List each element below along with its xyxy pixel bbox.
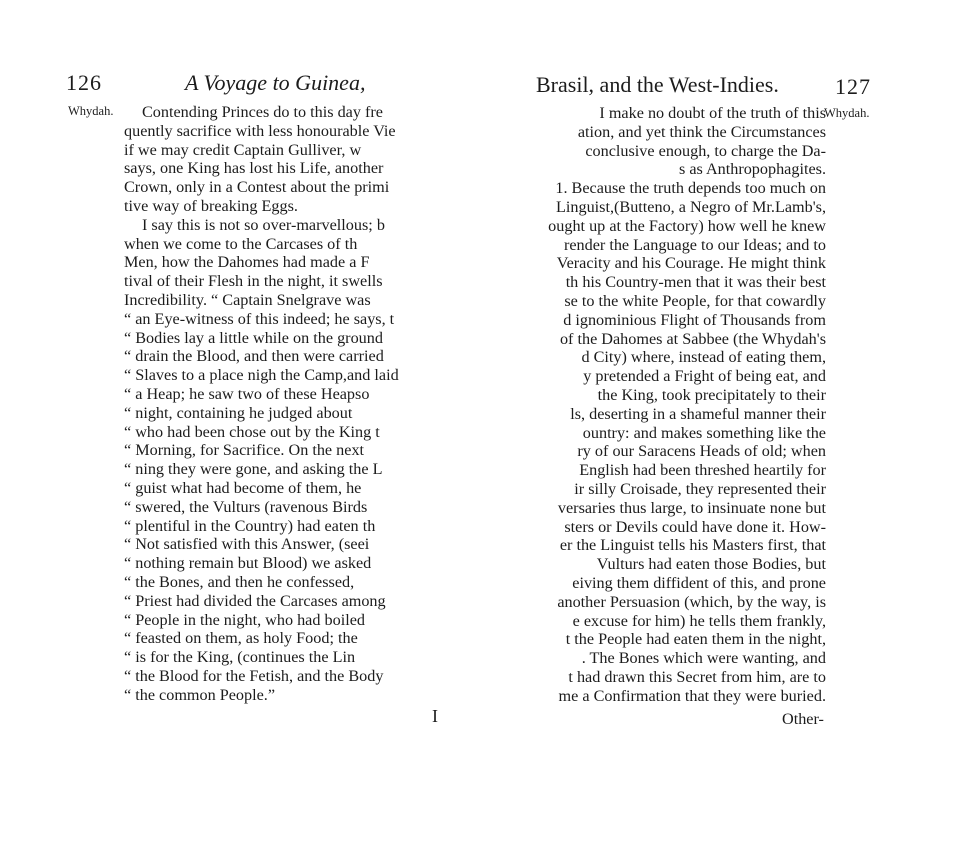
text-line: tive way of breaking Eggs. <box>124 196 298 215</box>
text-line: English had been threshed heartily for <box>579 461 826 480</box>
text-line: . The Bones which were wanting, and <box>581 649 826 668</box>
text-line: ry of our Saracens Heads of old; when <box>577 442 826 461</box>
text-line: “ People in the night, who had boiled <box>124 610 365 629</box>
text-line: says, one King has lost his Life, another <box>124 159 384 178</box>
right-text-block <box>504 104 826 706</box>
text-line: “ ning they were gone, and asking the L <box>124 460 383 479</box>
text-line: ir silly Croisade, they represented their <box>574 479 826 498</box>
text-line: “ the Bones, and then he confessed, <box>124 572 355 591</box>
text-line: “ drain the Blood, and then were carried <box>124 347 384 366</box>
text-line: Vulturs had eaten those Bodies, but <box>596 555 826 574</box>
text-line: “ is for the King, (continues the Lin <box>124 648 356 667</box>
text-line: Men, how the Dahomes had made a F <box>124 253 370 272</box>
page-number: 127 <box>835 74 871 99</box>
catchword: Other- <box>782 710 824 728</box>
text-line: “ the Blood for the Fetish, and the Body <box>124 666 384 685</box>
text-line: Incredibility. “ Captain Snelgrave was <box>124 290 371 309</box>
text-line: the King, took precipitately to their <box>597 385 826 404</box>
text-line: ountry: and makes something like the <box>582 423 826 442</box>
page-number: 126 <box>66 70 102 95</box>
text-line: when we come to the Carcases of th <box>124 234 358 253</box>
text-line: “ Bodies lay a little while on the ground <box>124 328 383 347</box>
text-line: “ guist what had become of them, he <box>124 478 362 497</box>
text-line: I say this is not so over-marvellous; b <box>142 215 385 234</box>
signature-mark: I <box>432 706 438 726</box>
text-line: “ feasted on them, as holy Food; the <box>124 629 358 648</box>
text-line: “ an Eye-witness of this indeed; he says, t <box>124 309 395 328</box>
running-head: Brasil, and the West-Indies. <box>536 72 779 97</box>
text-line: “ nothing remain but Blood) we asked <box>124 554 372 573</box>
text-line: y pretended a Fright of being eat, and <box>583 367 826 386</box>
text-line: t had drawn this Secret from him, are to <box>568 667 826 686</box>
text-line: “ swered, the Vulturs (ravenous Birds <box>124 497 368 516</box>
text-line: ought up at the Factory) how well he knew <box>548 216 826 235</box>
text-line: “ Not satisfied with this Answer, (seei <box>124 535 370 554</box>
text-line: er the Linguist tells his Masters first, that <box>559 536 826 555</box>
text-line: d City) where, instead of eating them, <box>581 348 826 367</box>
text-line: Crown, only in a Contest about the primi <box>124 178 390 197</box>
left-page <box>0 0 470 853</box>
margin-note: Whydah. <box>824 106 870 120</box>
text-line: e excuse for him) he tells them frankly, <box>572 611 826 630</box>
text-line: I make no doubt of the truth of this <box>599 104 826 122</box>
text-line: “ plentiful in the Country) had eaten th <box>124 516 376 535</box>
text-line: “ who had been chose out by the King t <box>124 422 380 441</box>
text-line: another Persuasion (which, by the way, is <box>557 592 826 611</box>
text-line: ls, deserting in a shameful manner their <box>570 404 826 423</box>
text-line: eiving them diffident of this, and prone <box>572 573 826 592</box>
text-line: “ night, containing he judged about <box>124 403 353 422</box>
text-line: d ignominious Flight of Thousands from <box>563 310 826 329</box>
text-line: if we may credit Captain Gulliver, w <box>124 140 362 159</box>
text-line: conclusive enough, to charge the Da- <box>585 141 826 160</box>
text-line: se to the white People, for that cowardly <box>564 291 826 310</box>
text-line: me a Confirmation that they were buried. <box>558 686 826 705</box>
text-line: Linguist,(Butteno, a Negro of Mr.Lamb's, <box>556 197 826 216</box>
text-line: render the Language to our Ideas; and to <box>563 235 826 254</box>
text-line: t the People had eaten them in the night, <box>565 630 826 649</box>
text-line: Veracity and his Courage. He might think <box>556 254 826 273</box>
running-head: A Voyage to Guinea, <box>185 70 366 95</box>
text-line: s as Anthropophagites. <box>678 160 826 179</box>
text-line: “ Morning, for Sacrifice. On the next <box>124 441 365 460</box>
margin-note: Whydah. <box>68 104 114 118</box>
left-text-block <box>124 103 454 705</box>
text-line: “ the common People.” <box>124 685 276 704</box>
text-line: of the Dahomes at Sabbee (the Whydah's <box>559 329 826 348</box>
text-line: ation, and yet think the Circumstances <box>577 122 826 141</box>
text-line: “ Slaves to a place nigh the Camp,and laid <box>124 366 399 385</box>
text-line: sters or Devils could have done it. How- <box>564 517 826 536</box>
text-line: “ Priest had divided the Carcases among <box>124 591 386 610</box>
text-line: quently sacrifice with less honourable Vie <box>124 121 396 140</box>
text-line: tival of their Flesh in the night, it swells <box>124 272 383 291</box>
text-line: 1. Because the truth depends too much on <box>555 179 826 198</box>
text-line: “ a Heap; he saw two of these Heapso <box>124 384 370 403</box>
right-page <box>470 0 980 853</box>
text-line: versaries thus large, to insinuate none but <box>557 498 826 517</box>
text-line: th his Country-men that it was their best <box>565 273 826 292</box>
text-line: Contending Princes do to this day fre <box>142 103 383 121</box>
